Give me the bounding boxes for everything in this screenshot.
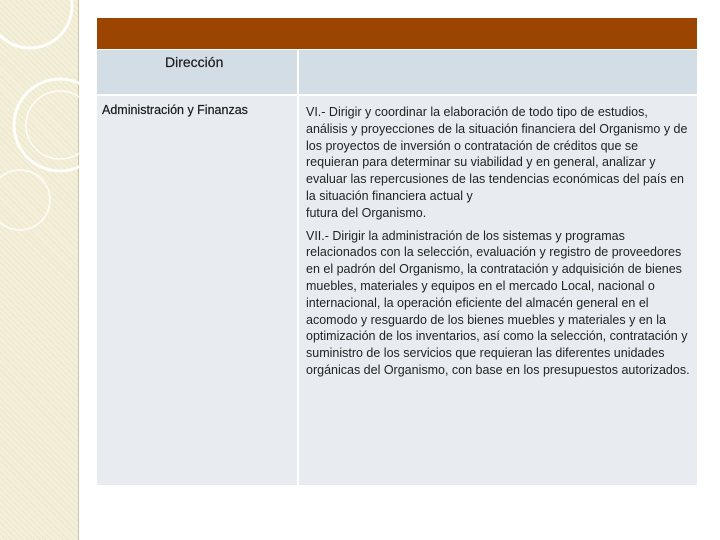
area-label: Administración y Finanzas [102, 103, 248, 117]
functions-content [299, 96, 697, 379]
functions-cell [298, 95, 697, 485]
function-paragraph-vii: VII.- Dirigir la administración de los sistemas y programas relacionados con la selección, evaluación y registro de proveedores en el padrón del Organismo, la contratación y adquisición de bienes muebles, materiales y equipos en el mercado Local, nacional o internacional, la operación eficiente del almacén general en el acomodo y resguardo de los bienes muebles y materiales y en la optimización de los inventarios, así como la selección, contratación y suministro de los servicios que requieran las diferentes unidades orgánicas del Organismo, con base en los presupuestos autorizados. [306, 228, 690, 377]
direccion-header-cell [97, 50, 298, 96]
table-row [97, 95, 697, 485]
area-cell [97, 95, 298, 485]
direccion-header-label: Dirección [165, 54, 224, 70]
empty-header-cell [298, 50, 697, 96]
table-column-header-row [97, 50, 697, 96]
functions-table [97, 18, 697, 485]
table-header-band [97, 18, 697, 50]
function-paragraph-vi: VI.- Dirigir y coordinar la elaboración de todo tipo de estudios, análisis y proyecciones de la situación financiera del Organismo y de los proyectos de inversión o contratación de créditos que se requieran para determinar su viabilidad y en general, analizar y evaluar las repercusiones de las tendencias económicas del país en la situación financiera actual y futura del Organismo. [306, 105, 688, 220]
